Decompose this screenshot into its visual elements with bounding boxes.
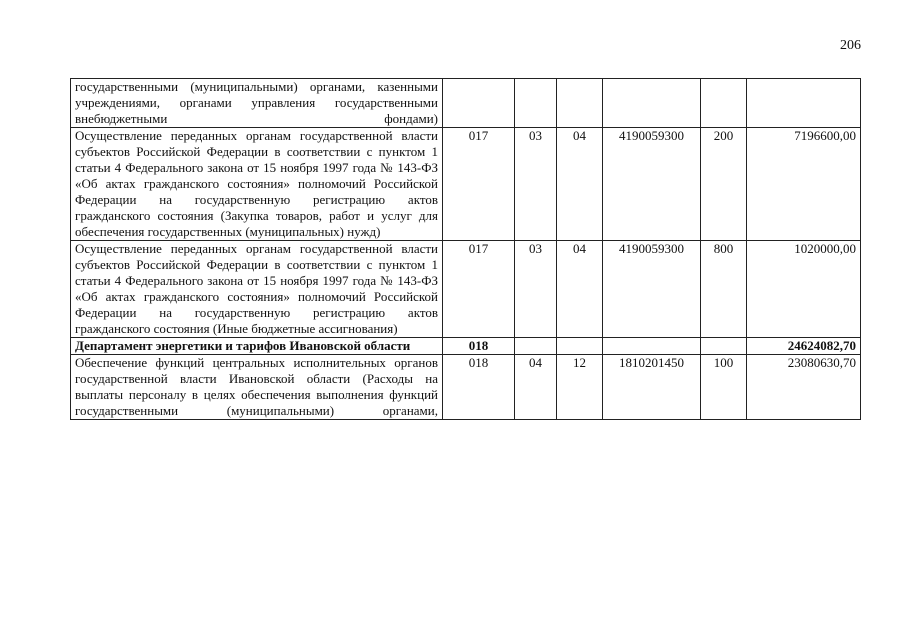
row-description: Обеспечение функций центральных исполнительных органов государственной власти Ивановской области (Расходы на выплаты персоналу в целях обеспечения выполнения функций государственными (муниципальными) органами, <box>71 355 443 420</box>
expense-type-cell <box>701 338 747 355</box>
expense-type-cell: 100 <box>701 355 747 420</box>
table-row-department <box>71 338 861 355</box>
subsection-cell: 04 <box>557 241 603 338</box>
subsection-cell: 04 <box>557 128 603 241</box>
expense-type-cell <box>701 79 747 128</box>
table-row <box>71 79 861 128</box>
table-row <box>71 355 861 420</box>
section-cell: 03 <box>515 241 557 338</box>
table-row <box>71 128 861 241</box>
amount-cell: 24624082,70 <box>747 338 861 355</box>
target-article-cell <box>603 79 701 128</box>
section-cell <box>515 338 557 355</box>
section-cell: 03 <box>515 128 557 241</box>
admin-code-cell: 018 <box>443 355 515 420</box>
target-article-cell: 4190059300 <box>603 128 701 241</box>
target-article-cell <box>603 338 701 355</box>
amount-cell: 7196600,00 <box>747 128 861 241</box>
amount-cell: 23080630,70 <box>747 355 861 420</box>
admin-code-cell: 017 <box>443 128 515 241</box>
row-description: государственными (муниципальными) органами, казенными учреждениями, органами управления государственными внебюджетными фондами) <box>71 79 443 128</box>
amount-cell <box>747 79 861 128</box>
expense-type-cell: 800 <box>701 241 747 338</box>
table-row <box>71 241 861 338</box>
target-article-cell: 1810201450 <box>603 355 701 420</box>
admin-code-cell <box>443 79 515 128</box>
row-description: Осуществление переданных органам государственной власти субъектов Российской Федерации в соответствии с пунктом 1 статьи 4 Федерального закона от 15 ноября 1997 года № 143-ФЗ «Об актах гражданского состояния» полномочий Российской Федерации на государственную регистрацию актов гражданского состояния (Иные бюджетные ассигнования) <box>71 241 443 338</box>
subsection-cell <box>557 338 603 355</box>
row-description: Департамент энергетики и тарифов Ивановской области <box>71 338 443 355</box>
admin-code-cell: 018 <box>443 338 515 355</box>
budget-table <box>70 78 861 420</box>
row-description: Осуществление переданных органам государственной власти субъектов Российской Федерации в соответствии с пунктом 1 статьи 4 Федерального закона от 15 ноября 1997 года № 143-ФЗ «Об актах гражданского состояния» полномочий Российской Федерации на государственную регистрацию актов гражданского состояния (Закупка товаров, работ и услуг для обеспечения государственных (муниципальных) нужд) <box>71 128 443 241</box>
subsection-cell <box>557 79 603 128</box>
page-number: 206 <box>840 38 861 53</box>
section-cell: 04 <box>515 355 557 420</box>
section-cell <box>515 79 557 128</box>
expense-type-cell: 200 <box>701 128 747 241</box>
amount-cell: 1020000,00 <box>747 241 861 338</box>
admin-code-cell: 017 <box>443 241 515 338</box>
subsection-cell: 12 <box>557 355 603 420</box>
target-article-cell: 4190059300 <box>603 241 701 338</box>
